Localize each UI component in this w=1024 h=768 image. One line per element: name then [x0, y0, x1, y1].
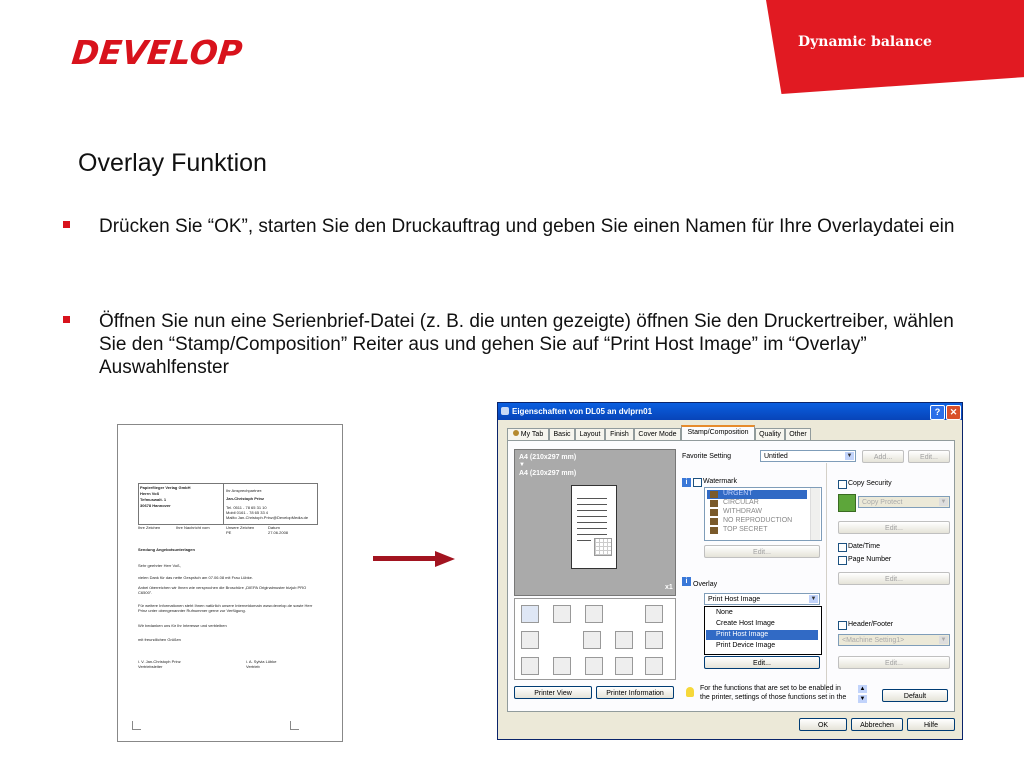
stamp-icon[interactable] — [553, 657, 571, 675]
letter-ref: PE — [226, 530, 232, 535]
copies-badge: x1 — [665, 584, 673, 591]
chevron-down-icon: ▼ — [810, 596, 817, 602]
function-icon-grid — [514, 598, 676, 680]
bullet-2 — [63, 310, 963, 379]
options-separator — [826, 463, 827, 693]
tab-panel — [507, 440, 955, 712]
security-icon[interactable] — [645, 605, 663, 623]
letter-body: Wir bedanken uns für Ihr Interesse und verbleiben — [138, 623, 227, 628]
arrow-head — [435, 551, 455, 567]
tab-layout[interactable]: Layout — [575, 428, 605, 440]
tab-quality[interactable]: Quality — [755, 428, 785, 440]
watermark-list[interactable] — [704, 487, 822, 541]
chevron-down-icon: ▼ — [846, 453, 853, 459]
dialog-title: Eigenschaften von DL05 an dvlprn01 — [512, 407, 653, 416]
copy-protect-icon — [838, 494, 856, 512]
scroll-up-icon[interactable]: ▲ — [859, 686, 866, 692]
date-page-edit-button[interactable]: Edit... — [838, 572, 950, 585]
bullet-marker — [63, 316, 70, 323]
letter-body: Anbei überreichen wir Ihnen wie versprochen die Broschüre „DIEPA Originalmuster bizjub PRO C6500". — [138, 585, 307, 595]
footer-icon[interactable] — [645, 657, 663, 675]
watermark-scrollbar[interactable] — [810, 488, 820, 540]
header-icon[interactable] — [615, 657, 633, 675]
letter-sign-right: i. A. Sylvia Lübke — [246, 659, 277, 664]
crop-mark — [132, 721, 141, 730]
watermark-item[interactable]: CIRCULAR — [707, 499, 807, 508]
letter-ref: 27.06.2008 — [268, 530, 289, 535]
watermark-checkbox[interactable] — [693, 478, 702, 487]
add-button[interactable]: Add... — [862, 450, 904, 463]
letter-sign-left: i. V. Jan-Christoph Prinz — [138, 659, 181, 664]
overlay-option[interactable]: Print Device Image — [716, 642, 776, 649]
favorite-edit-button[interactable]: Edit... — [908, 450, 950, 463]
overlay-grid — [594, 538, 612, 556]
letter-body: Für weitere Informationen steht Ihnen natürlich unsere Internetdomain www.develop.de sowie Herr Prinz unter obengenannter Rufnummer gerne zur Verfügung. — [138, 603, 313, 613]
slide-title: Overlay Funktion — [78, 149, 267, 177]
header-footer-label: Header/Footer — [848, 621, 894, 628]
letter-ref: Unsere Zeichen — [226, 525, 255, 530]
tab-my-tab[interactable]: My Tab — [507, 428, 549, 440]
letter-ref: Datum — [268, 525, 280, 530]
overlay-option[interactable]: Print Host Image — [706, 630, 818, 640]
develop-logo: DEVELOP — [69, 33, 245, 72]
info-icon: i — [682, 478, 691, 487]
tab-finish[interactable]: Finish — [605, 428, 634, 440]
letter-subject: Sendung Angebotsunterlagen — [138, 547, 195, 552]
copy-icon[interactable] — [585, 605, 603, 623]
letter-sender: Herrn Voß — [140, 491, 160, 496]
copy-security-checkbox[interactable] — [838, 480, 847, 489]
printer-properties-dialog — [497, 402, 963, 740]
copy-protect-icon[interactable] — [645, 631, 663, 649]
letter-sender: Tefmuswalt. 1 — [140, 497, 167, 502]
header-footer-checkbox[interactable] — [838, 621, 847, 630]
letter-sign-left: Vertriebsleiter — [138, 664, 163, 669]
date-time-checkbox[interactable] — [838, 543, 847, 552]
tab-stamp-composition[interactable]: Stamp/Composition — [681, 425, 755, 442]
document-icon[interactable] — [521, 631, 539, 649]
letter-preview — [117, 424, 343, 742]
user-icon — [513, 430, 519, 436]
overlay-option[interactable]: None — [716, 609, 733, 616]
letter-sign-right: Vertrieb — [246, 664, 260, 669]
overlay-label: Overlay — [693, 581, 718, 588]
printer-icon — [501, 407, 509, 415]
watermark-label: Watermark — [703, 478, 737, 485]
page-preview — [514, 449, 676, 596]
preview-page — [571, 485, 617, 569]
overlay-edit-button[interactable]: Edit... — [704, 656, 820, 669]
info-text: For the functions that are set to be enabled in — [700, 685, 841, 692]
dialog-titlebar[interactable] — [498, 403, 962, 420]
favorite-setting-label: Favorite Setting — [682, 453, 732, 460]
info-text: the printer, settings of those functions set in the — [700, 694, 847, 701]
overlay-dropdown-list — [704, 606, 822, 655]
crop-mark — [290, 721, 299, 730]
overlay-select[interactable]: Print Host Image ▼ — [704, 593, 820, 605]
text-stamp-icon[interactable] — [583, 631, 601, 649]
page-number-checkbox[interactable] — [838, 556, 847, 565]
tab-cover-mode[interactable]: Cover Mode — [634, 428, 681, 440]
date-time-label: Date/Time — [848, 543, 881, 550]
copy-security-edit-button[interactable]: Edit... — [838, 521, 950, 534]
watermark-edit-button[interactable]: Edit... — [704, 545, 820, 558]
letter-phone: Mailto Jan-Christoph.Prinz@DevelopMedia.de — [226, 515, 309, 520]
watermark-icon[interactable] — [521, 605, 539, 623]
copy-security-label: Copy Security — [848, 480, 892, 487]
letter-phone: Tel. 0511 - 78 65 31 10 — [226, 505, 267, 510]
watermark-item[interactable]: TOP SECRET — [707, 526, 807, 535]
bullet-1 — [63, 215, 963, 238]
letter-sender: Papierflieger Verlag GmbH — [140, 485, 191, 490]
letter-body: vielen Dank für das nette Gespräch am 07.06.08 mit Frau Lübke. — [138, 575, 253, 580]
tab-other[interactable]: Other — [785, 428, 811, 440]
date-icon[interactable] — [585, 657, 603, 675]
watermark-item[interactable]: URGENT — [707, 490, 807, 499]
paper-arrow: ▼ — [519, 462, 525, 468]
help-button[interactable]: Hilfe — [907, 718, 955, 731]
header-footer-edit-button[interactable]: Edit... — [838, 656, 950, 669]
page-number-label: Page Number — [848, 556, 892, 563]
machine-setting-select[interactable]: <Machine Setting1> ▼ — [838, 634, 950, 646]
page-number-icon[interactable] — [521, 657, 539, 675]
letter-ref: Ihre Zeichen — [138, 525, 161, 530]
watermark-item[interactable]: NO REPRODUCTION — [707, 517, 807, 526]
scroll-down-icon[interactable]: ▼ — [859, 696, 866, 702]
printer-information-button[interactable]: Printer Information — [596, 686, 674, 699]
letter-sender: 30678 Hannover — [140, 503, 171, 508]
chevron-down-icon: ▼ — [940, 637, 947, 643]
overlay-icon[interactable] — [553, 605, 571, 623]
paper-size-label: A4 (210x297 mm) — [519, 454, 577, 461]
arrow-shaft — [373, 556, 435, 561]
letter-ref: Ihre Nachricht vom — [176, 525, 210, 530]
letter-contact: Ihr Ansprechpartner: — [226, 488, 263, 493]
help-title-button[interactable]: ? — [930, 405, 945, 420]
brand-tagline: Dynamic balance — [798, 34, 932, 50]
favorite-setting-select[interactable]: Untitled ▼ — [760, 450, 856, 462]
cancel-button[interactable]: Abbrechen — [851, 718, 903, 731]
ok-button[interactable]: OK — [799, 718, 847, 731]
copy-protect-select[interactable]: Copy Protect ▼ — [858, 496, 950, 508]
close-button[interactable]: ✕ — [946, 405, 961, 420]
bullet-text: Öffnen Sie nun eine Serienbrief-Datei (z. B. die unten gezeigte) öffnen Sie den Druckertreiber, wählen Sie den “Stamp/Composition” Reiter aus und gehen Sie auf “Print Host Image” im “Overlay” Auswahlfenster — [99, 311, 954, 378]
letter-greeting: Sehr geehrter Herr Voß, — [138, 563, 181, 568]
info-icon: i — [682, 577, 691, 586]
default-button[interactable]: Default — [882, 689, 948, 702]
printer-view-button[interactable]: Printer View — [514, 686, 592, 699]
overlay-option[interactable]: Create Host Image — [716, 620, 775, 627]
paper-size-label: A4 (210x297 mm) — [519, 470, 577, 477]
letter-phone: Mobil 0161 - 78 65 33 4 — [226, 510, 269, 515]
letter-closing: mit freundlichen Grüßen — [138, 637, 181, 642]
watermark-item[interactable]: WITHDRAW — [707, 508, 807, 517]
tab-basic[interactable]: Basic — [549, 428, 575, 440]
bullet-marker — [63, 221, 70, 228]
letter-contact: Jan-Christoph Prinz — [226, 496, 265, 501]
bullet-text: Drücken Sie “OK”, starten Sie den Druckauftrag und geben Sie einen Namen für Ihre Overlaydatei ein — [99, 216, 955, 237]
chevron-down-icon: ▼ — [940, 499, 947, 505]
form-icon[interactable] — [615, 631, 633, 649]
lightbulb-icon — [686, 687, 694, 697]
